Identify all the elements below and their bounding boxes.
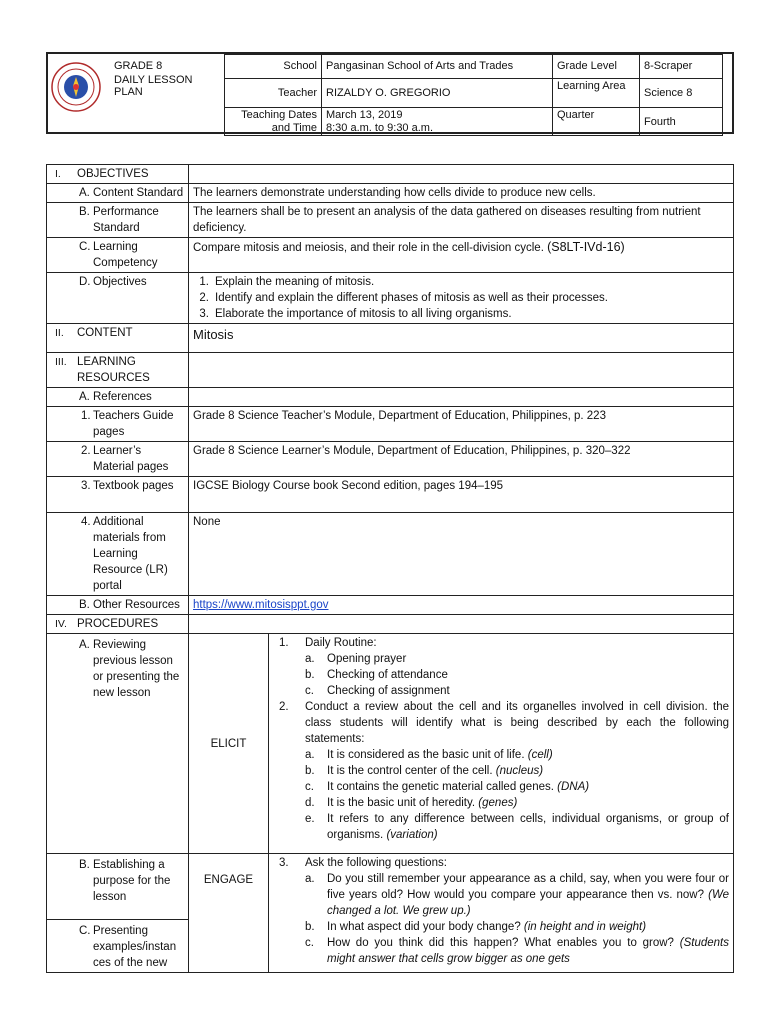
review-item: c. It contains the genetic material called genes. (DNA) — [305, 781, 590, 793]
teaching-date: March 13, 2019 — [326, 109, 403, 121]
additional-materials-label: 4. Additional materials from Learning Resource (LR) portal — [47, 513, 189, 596]
establishing-purpose-label: B. Establishing a purpose for the lesson — [47, 854, 189, 920]
quarter-value: Fourth — [640, 108, 723, 136]
routine-item: a. Opening prayer — [305, 653, 407, 665]
learning-area-label: Learning Area — [553, 79, 640, 108]
additional-materials-text: None — [189, 513, 734, 596]
learners-material-label: 2. Learner’s Material pages — [47, 442, 189, 477]
objective-item: 3. Elaborate the importance of mitosis to all living organisms. — [199, 308, 512, 320]
quarter-label: Quarter — [553, 108, 640, 136]
objectives-label: D. Objectives — [47, 273, 189, 324]
review-item: b. It is the control center of the cell. (nucleus) — [305, 765, 544, 777]
content-standard-text: The learners demonstrate understanding how cells divide to produce new cells. — [189, 184, 734, 203]
question-item: c. How do you think did this happen? What enables you to grow? (Students might answer that cells grow bigger as one gets — [305, 937, 729, 965]
lesson-plan-header — [46, 52, 734, 134]
references-label: A. References — [47, 388, 189, 407]
learners-material-text: Grade 8 Science Learner’s Module, Department of Education, Philippines, p. 320–322 — [189, 442, 734, 477]
grade-label: GRADE 8 — [114, 60, 163, 72]
performance-standard-text: The learners shall be to present an analysis of the data gathered on diseases resulting from nutrient deficiency. — [189, 203, 734, 238]
learning-resources-heading: III. LEARNING RESOURCES — [47, 353, 189, 388]
objective-item: 1. Explain the meaning of mitosis. — [199, 276, 375, 288]
header-left-panel — [48, 54, 224, 132]
learning-competency-text: Compare mitosis and meiosis, and their role in the cell-division cycle. (S8LT-IVd-16) — [189, 238, 734, 273]
review-item: d. It is the basic unit of heredity. (genes) — [305, 797, 518, 809]
question-item: a. Do you still remember your appearance as a child, say, when you were four or five years old? How would you compare your appearance then vs. now? (We changed a lot. We grew up.) — [305, 873, 729, 917]
routine-item: b. Checking of attendance — [305, 669, 448, 681]
reviewing-lesson-label: A. Reviewing previous lesson or presenting the new lesson — [47, 634, 189, 854]
textbook-pages-label: 3. Textbook pages — [47, 477, 189, 513]
plan-title: DAILY LESSON PLAN — [114, 74, 193, 98]
teaching-dates-value — [322, 108, 553, 136]
school-label: School — [225, 55, 322, 79]
procedures-heading: IV. PROCEDURES — [47, 615, 189, 634]
teacher-label: Teacher — [225, 79, 322, 108]
learning-competency-label: C. Learning Competency — [47, 238, 189, 273]
performance-standard-label: B. Performance Standard — [47, 203, 189, 238]
lesson-plan-table — [46, 164, 734, 973]
content-heading: II. CONTENT — [47, 324, 189, 353]
teaching-dates-label: Teaching Dates and Time — [225, 108, 322, 136]
deped-seal-icon — [51, 62, 101, 112]
engage-activities: 3. Ask the following questions: a. Do you still remember your appearance as a child, say, when you were four or five years old? How would you compare your appearance then vs. now? (We changed a lot. We grew up.) b. In what aspect did your body change? (in height and in weight) c. How do you think did this happen? What enables you to grow? (Students might answer that cells grow bigger as one gets — [269, 854, 734, 973]
routine-item: c. Checking of assignment — [305, 685, 450, 697]
teacher-value: RIZALDY O. GREGORIO — [322, 79, 553, 108]
content-topic: Mitosis — [189, 324, 734, 353]
competency-code: (S8LT-IVd-16) — [547, 240, 625, 254]
review-item: e. It refers to any difference between cells, individual organisms, or group of organisms. (variation) — [305, 813, 729, 841]
engage-phase: ENGAGE — [189, 854, 269, 973]
elicit-activities: 1. Daily Routine: a. Opening prayer b. Checking of attendance c. Checking of assignment 2. Conduct a review about the cell and its organelles involved in cell division. the class students will identify what is being described by each the following statements: a. It is considered as the basic unit of life. (cell) b. It is the control center of the cell. (nucleus) c. It contains the genetic material called genes. (DNA) d. It is the basic unit of heredity. (genes) e. It refers to any difference between cells, individual organisms, or group of organisms. (variation) — [269, 634, 734, 854]
teaching-time: 8:30 a.m. to 9:30 a.m. — [326, 122, 434, 134]
objectives-list — [189, 273, 734, 324]
other-resources-label: B. Other Resources — [47, 596, 189, 615]
objective-item: 2. Identify and explain the different phases of mitosis as well as their processes. — [199, 292, 608, 304]
objectives-heading: I. OBJECTIVES — [47, 165, 189, 184]
header-info-table — [224, 54, 723, 136]
grade-level-value: 8-Scraper — [640, 55, 723, 79]
mitosis-ppt-link[interactable]: https://www.mitosisppt.gov — [193, 599, 329, 611]
learning-area-value: Science 8 — [640, 79, 723, 108]
teachers-guide-text: Grade 8 Science Teacher’s Module, Department of Education, Philippines, p. 223 — [189, 407, 734, 442]
teachers-guide-label: 1. Teachers Guide pages — [47, 407, 189, 442]
textbook-pages-text: IGCSE Biology Course book Second edition, pages 194–195 — [189, 477, 734, 513]
grade-level-label: Grade Level — [553, 55, 640, 79]
review-item: a. It is considered as the basic unit of life. (cell) — [305, 749, 553, 761]
presenting-examples-label: C. Presenting examples/instan ces of the new — [47, 920, 189, 973]
question-item: b. In what aspect did your body change? (in height and in weight) — [305, 921, 647, 933]
elicit-phase: ELICIT — [189, 634, 269, 854]
school-value: Pangasinan School of Arts and Trades — [322, 55, 553, 79]
content-standard-label: A. Content Standard — [47, 184, 189, 203]
other-resources-value — [189, 596, 734, 615]
